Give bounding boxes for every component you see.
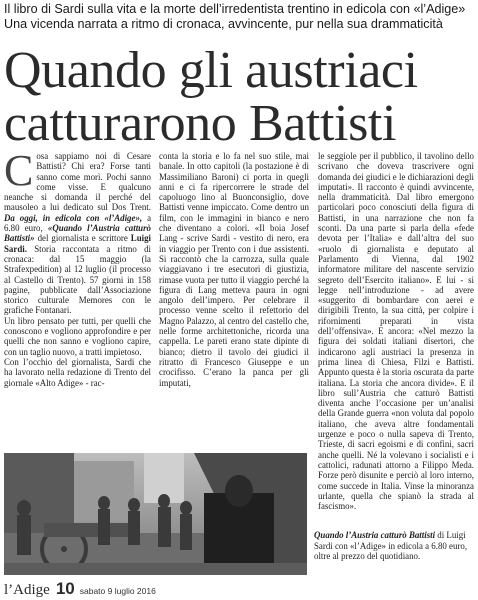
book-title: «Quando l’Austria catturò Battisti» [4, 223, 151, 244]
article-paragraph: Con l’occhio del giornalista, Sardi che ha lavorato nella redazione di Trento del giornale «Alto Adige» - rac- [4, 356, 151, 388]
photo-caption [314, 530, 474, 562]
article-paragraph: Un libro pensato per tutti, per quelli che conoscono e vogliono approfondire e per quelli che non sanno e vogliono capire, con un taglio nuovo, a tratti impietoso. [4, 315, 151, 357]
article-paragraph: conta la storia e lo fa nel suo stile, mai banale. In otto capitoli (la postazione è di Massimiliano Baroni) ci porta in quegli anni e ci fa ripercorrere le strade del capoluogo lino al Buonconsiglio, dove Battisti venne impiccato. Come dentro un film, con le immagini in bianco e nero che diventano a colori. «Il boia Josef Lang - scrive Sardi - vestito di nero, era in viaggio per Trento con i due assistenti. Si raccontò che la carrozza, sulla quale viaggiavano i tre esecutori di giustizia, rimase vuota per tutto il viaggio perché la figura di Lang metteva paura in ogni angolo dell’impero. Per celebrare il processo venne scelto il refettorio del Magno Palazzo, al centro del castello che, nelle forme architettoniche, ricorda una cappella. Le pareti erano state dipinte di bianco; dietro il tavolo dei giudici il ritratto di Francesco Giuseppe e un crocifisso. C’erano la panca per gli imputati, [159, 151, 309, 388]
drop-cap: C [4, 146, 34, 195]
caption-title: Quando l’Austria catturò Battisti [314, 530, 436, 540]
caption-text: di Luigi Sardi con «l’Adige» in edicola a 6.80 euro, oltre al prezzo del quotidiano. [314, 530, 468, 562]
kicker-line-2: Una vicenda narrata a ritmo di cronaca, avvincente, pur nella sua drammaticità [4, 17, 443, 31]
author-intro: del giornalista e scrittore [37, 233, 128, 244]
article-column-3 [318, 151, 474, 512]
price-text: a 6.80 euro, [4, 212, 152, 234]
article-paragraph: le seggiole per il pubblico, il tavolino dello scrivano che doveva trascrivere ogni domanda dei giudici e le dichiarazioni degli imputati». Il racconto è quindi avvincente, nella drammaticità. Dal libro emergono particolari poco conosciuti della figura di Battisti, in una narrazione che non fa sconti. Da una parte si parla della «fede devota per l’Italia» e dall’altra del suo «ruolo di giornalista e deputato al Parlamento di Vienna, dal 1902 informatore militare del nascente servizio segreto dell’Esercito italiano». E lui - si legge nell’introduzione - ad avere «suggerito di bombardare con aerei e dirigibili Trento, la sua città, per colpire i rifornimenti preparati in vista dell’offensiva». E ancora: «Nel mezzo la figura dei soldati italiani disertori, che indicarono agli austriaci la presenza in prima linea di Chiesa, Filzi e Battisti. Appunto questa è la storia oscurata da parte italiana. La storia che ancora divide». E il libro sull’Austria che catturò Battisti diventa anche l’occasione per un’analisi della Grande guerra «non voluta dal popolo italiano, che aveva altre fondamentali urgenze e poco o nulla sapeva di Trento, Trieste, di sacri egoismi e di confini, sacri anche quelli. Né la volevano i socialisti e i cattolici, radunati attorno a Filippo Meda. Forze però disunite e perciò al loro interno, come succede in Italia. Vinse la minoranza urlante, quella che spianò la strada al fascismo». [318, 151, 474, 512]
headline [4, 44, 476, 150]
headline-line-2: catturarono Battisti [4, 95, 397, 152]
article-column-1 [4, 146, 152, 449]
historical-photo-image [4, 453, 307, 575]
article-body [4, 146, 476, 512]
paragraph-text: osa sappiamo noi di Cesare Battisti? Chi era? Forse tanti sanno come morì. Pochi sanno come visse. E qualcuno neanche si domanda il perché del mausoleo a lui dedicato sul Dos Trent. [4, 151, 151, 213]
footer-masthead: l’Adige [4, 582, 50, 598]
page-number: 10 [55, 579, 75, 598]
paragraph-text: Storia raccontata a ritmo di cronaca: dal 15 maggio (la Strafexpedition) al 12 luglio (il processo al Castello di Trento). 57 giorni in 158 pagine, pubblicate dall’Associazione storico culturale Memores con le grafiche Fontanari. [4, 243, 151, 316]
issue-date: sabato 9 luglio 2016 [79, 586, 156, 596]
kicker-line-1: Il libro di Sardi sulla vita e la morte dell’irredentista trentino in edicola con «l’Adige» [4, 2, 466, 16]
author-name: Luigi Sardi. [4, 233, 152, 254]
historical-photo [4, 453, 307, 575]
page-footer [4, 580, 476, 598]
article-column-2 [159, 151, 309, 449]
headline-line-1: Quando gli austriaci [4, 42, 418, 99]
promo-text: Da oggi, in edicola con «l’Adige», [4, 212, 143, 223]
